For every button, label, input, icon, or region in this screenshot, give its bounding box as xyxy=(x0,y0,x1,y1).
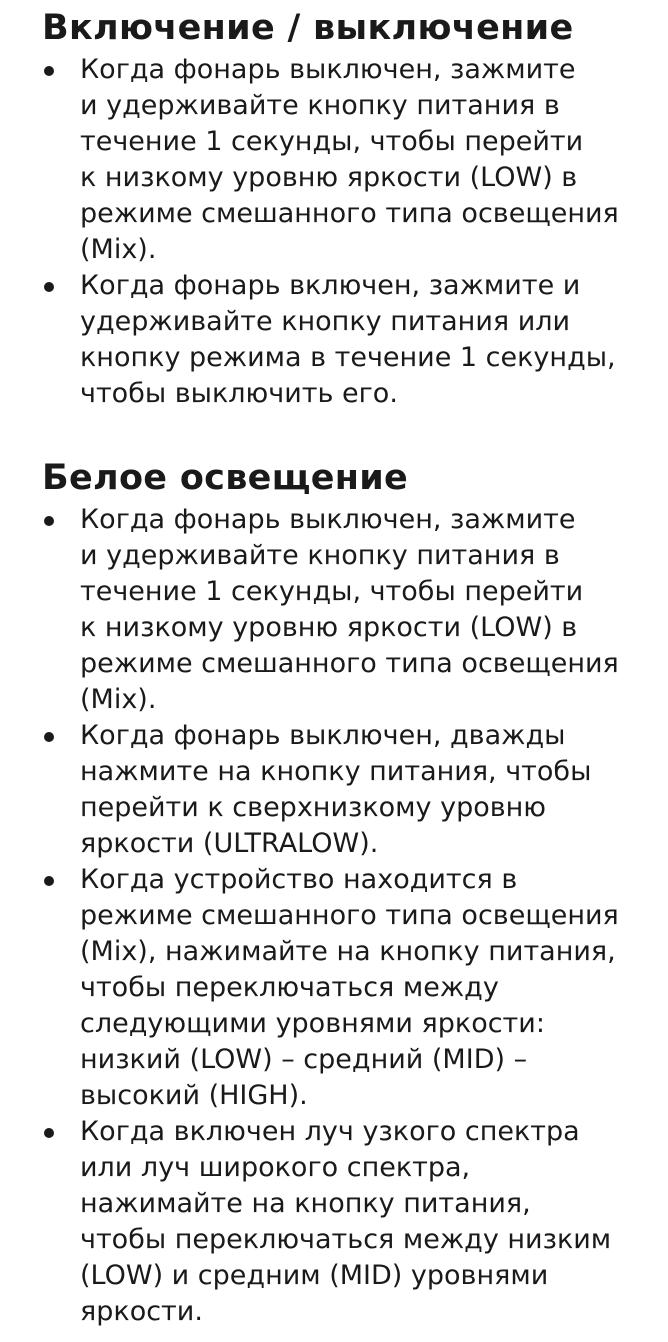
bullet-text-line: яркости. xyxy=(80,1296,203,1327)
bullet-text-line: нажмите на кнопку питания, чтобы xyxy=(80,756,592,787)
bullet-text-line: к низкому уровню яркости (LOW) в xyxy=(80,162,578,193)
section-power-on-off xyxy=(42,4,642,412)
bullet-text-line: течение 1 секунды, чтобы перейти xyxy=(80,576,584,607)
list-item xyxy=(42,718,642,862)
bullet-text-line: Когда устройство находится в xyxy=(80,864,518,895)
bullet-icon xyxy=(44,282,54,292)
section-heading: Белое освещение xyxy=(42,458,409,498)
bullet-text-line: Когда фонарь выключен, зажмите xyxy=(80,504,576,535)
bullet-text-line: и удерживайте кнопку питания в xyxy=(80,90,560,121)
bullet-text-line: (LOW) и средним (MID) уровнями xyxy=(80,1260,549,1291)
bullet-list xyxy=(42,52,642,412)
bullet-text-line: Когда фонарь выключен, зажмите xyxy=(80,54,576,85)
bullet-icon xyxy=(44,1128,54,1138)
bullet-icon xyxy=(44,66,54,76)
bullet-icon xyxy=(44,732,54,742)
bullet-text-line: и удерживайте кнопку питания в xyxy=(80,540,560,571)
bullet-text-line: чтобы переключаться между xyxy=(80,972,499,1003)
bullet-text-line: нажимайте на кнопку питания, xyxy=(80,1188,531,1219)
bullet-icon xyxy=(44,516,54,526)
bullet-text-line: режиме смешанного типа освещения xyxy=(80,648,619,679)
bullet-text-line: следующими уровнями яркости: xyxy=(80,1008,545,1039)
bullet-text-line: течение 1 секунды, чтобы перейти xyxy=(80,126,584,157)
bullet-icon xyxy=(44,876,54,886)
bullet-text-line: (Mix). xyxy=(80,234,157,265)
bullet-text-line: (Mix), нажимайте на кнопку питания, xyxy=(80,936,616,967)
bullet-text-line: кнопку режима в течение 1 секунды, xyxy=(80,342,616,373)
list-item xyxy=(42,1114,642,1330)
bullet-text-line: режиме смешанного типа освещения xyxy=(80,198,619,229)
bullet-text-line: режиме смешанного типа освещения xyxy=(80,900,619,931)
bullet-text-line: низкий (LOW) – средний (MID) – xyxy=(80,1044,528,1075)
bullet-text-line: Когда включен луч узкого спектра xyxy=(80,1116,580,1147)
bullet-text-line: перейти к сверхнизкому уровню xyxy=(80,792,547,823)
bullet-text-line: к низкому уровню яркости (LOW) в xyxy=(80,612,578,643)
list-item xyxy=(42,52,642,268)
bullet-text-line: удерживайте кнопку питания или xyxy=(80,306,571,337)
bullet-text-line: высокий (HIGH). xyxy=(80,1080,308,1111)
bullet-text-line: Когда фонарь включен, зажмите и xyxy=(80,270,581,301)
bullet-list xyxy=(42,502,642,1330)
section-heading: Включение / выключение xyxy=(42,8,574,48)
bullet-text-line: чтобы выключить его. xyxy=(80,378,398,409)
list-item xyxy=(42,862,642,1114)
bullet-text-line: яркости (ULTRALOW). xyxy=(80,828,379,859)
bullet-text-line: (Mix). xyxy=(80,684,157,715)
bullet-text-line: Когда фонарь выключен, дважды xyxy=(80,720,566,751)
list-item xyxy=(42,502,642,718)
bullet-text-line: чтобы переключаться между низким xyxy=(80,1224,612,1255)
list-item xyxy=(42,268,642,412)
section-white-light xyxy=(42,454,642,1330)
bullet-text-line: или луч широкого спектра, xyxy=(80,1152,471,1183)
